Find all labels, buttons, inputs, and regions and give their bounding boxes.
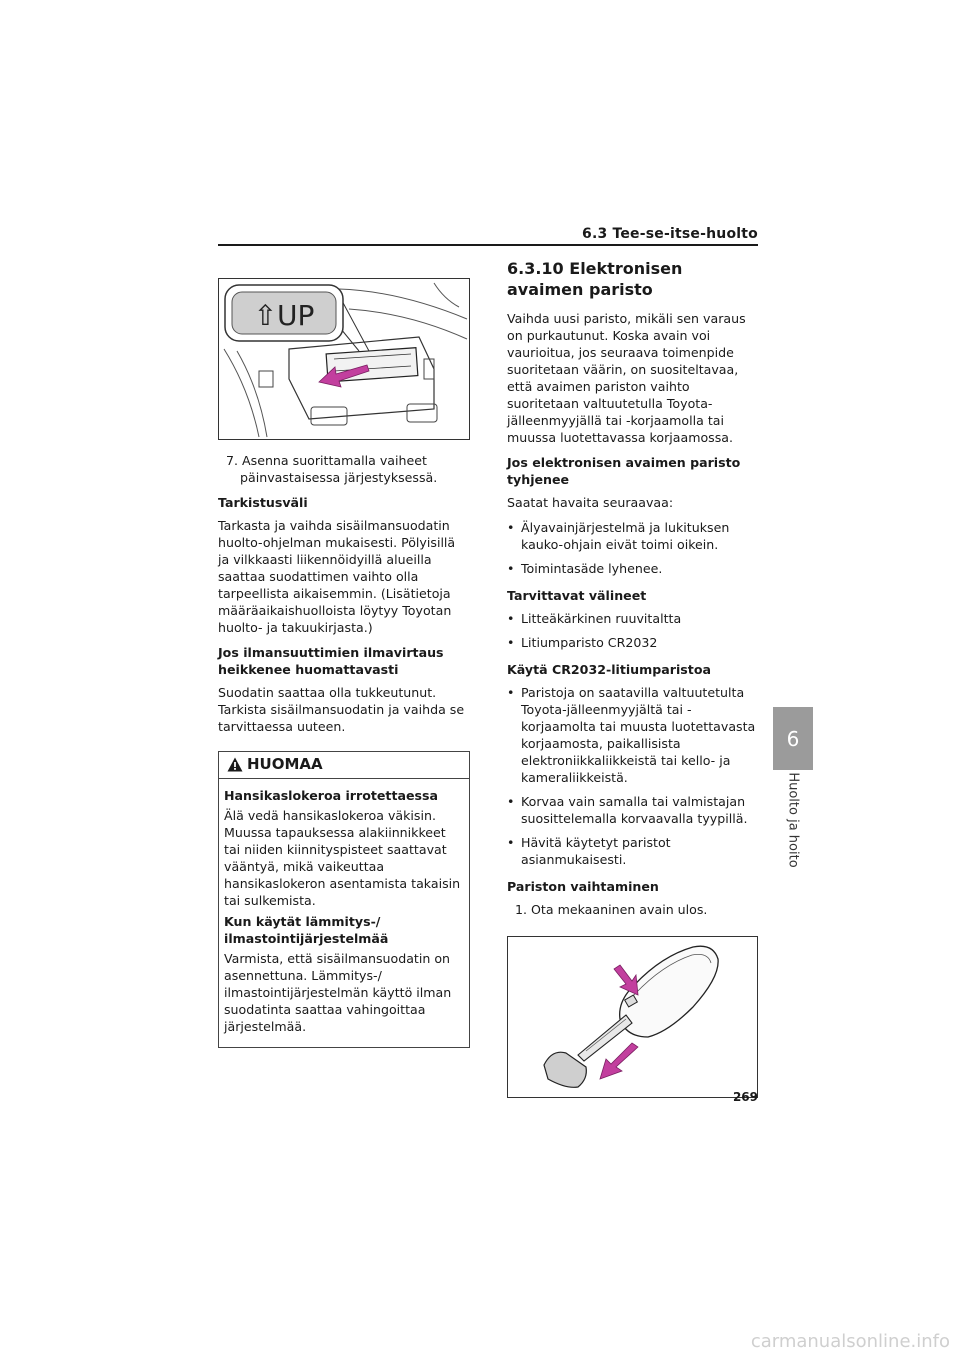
list-item: • Paristoja on saatavilla valtuutetulta Toyota-jälleenmyyjältä tai -korjaamolta tai muusta luotettavasta korjaamosta, paikallisista elektroniikkaliikkeistä tai kello- ja kameraliikkeistä. xyxy=(507,684,758,786)
notice-heading-2: Kun käytät lämmitys-/ ilmastointijärjestelmää xyxy=(224,914,389,946)
empty-battery-text: Saatat havaita seuraavaa: xyxy=(507,495,674,510)
watermark: carmanualsonline.info xyxy=(750,1331,950,1352)
up-label: ⇧UP xyxy=(253,299,315,332)
warning-icon xyxy=(227,757,243,772)
interval-text: Tarkasta ja vaihda sisäilmansuodatin huolto-ohjelman mukaisesti. Pölyisillä ja vilkkaasti liikennöidyillä alueilla saattaa suodattimen vaihto olla tarpeellista aikaisemmin. (Lisätietoja määräaikaishuolloista löytyy Toyotan huolto- ja takuukirjasta.) xyxy=(218,518,456,635)
list-item: • Korvaa vain samalla tai valmistajan suosittelemalla korvaavalla tyypillä. xyxy=(507,793,758,827)
list-item: • Toimintasäde lyhenee. xyxy=(507,560,758,577)
right-column xyxy=(507,258,758,1098)
header-rule xyxy=(218,244,758,246)
list-item: • Älyavainjärjestelmä ja lukituksen kauko-ohjain eivät toimi oikein. xyxy=(507,519,758,553)
empty-battery-heading: Jos elektronisen avaimen paristo tyhjenee xyxy=(507,455,741,487)
interval-heading: Tarkistusväli xyxy=(218,495,308,510)
airflow-heading: Jos ilmansuuttimien ilmavirtaus heikkenee huomattavasti xyxy=(218,645,444,677)
glovebox-illustration xyxy=(219,279,469,439)
left-column xyxy=(218,278,470,1048)
notice-heading-1: Hansikaslokeroa irrotettaessa xyxy=(224,788,439,803)
replace-heading: Pariston vaihtaminen xyxy=(507,879,659,894)
step-7: 7. Asenna suorittamalla vaiheet päinvastaisessa järjestyksessä. xyxy=(226,453,438,485)
list-item: • Litiumparisto CR2032 xyxy=(507,634,758,651)
chapter-tab: 6 xyxy=(773,707,813,770)
notice-body xyxy=(219,779,469,1047)
notice-title: HUOMAA xyxy=(247,755,323,773)
step-1: 1. Ota mekaaninen avain ulos. xyxy=(515,902,708,917)
battery-type-heading: Käytä CR2032-litiumparistoa xyxy=(507,662,711,677)
notice-box xyxy=(218,751,470,1048)
key-illustration xyxy=(508,937,757,1097)
notice-text-2: Varmista, että sisäilmansuodatin on asennettuna. Lämmitys-/ ilmastointijärjestelmän käyttö ilman suodatinta saattaa vahingoittaa järjestelmää. xyxy=(224,951,452,1034)
intro-text: Vaihda uusi paristo, mikäli sen varaus on purkautunut. Koska avain voi vaurioitua, jos seuraava toimenpide suoritetaan väärin, on suositeltavaa, että avaimen pariston vaihto suoritetaan valtuutetulla Toyota-jälleenmyyjällä tai -korjaamolla tai muussa luotettavassa korjaamossa. xyxy=(507,311,746,445)
airflow-text: Suodatin saattaa olla tukkeutunut. Tarkista sisäilmansuodatin ja vaihda se tarvittaessa uuteen. xyxy=(218,685,465,734)
notice-text-1: Älä vedä hansikaslokeroa väkisin. Muussa tapauksessa alakiinnikkeet tai niiden kiinnityspisteet saattavat vääntyä, mikä vaikeuttaa hansikaslokeron asentamista takaisin tai sulkemista. xyxy=(224,808,461,908)
section-title: 6.3.10 Elektronisen avaimen paristo xyxy=(507,259,683,299)
key-figure xyxy=(507,936,758,1098)
chapter-label: Huolto ja hoito xyxy=(785,772,801,868)
list-item: • Hävitä käytetyt paristot asianmukaisesti. xyxy=(507,834,758,868)
tools-heading: Tarvittavat välineet xyxy=(507,588,647,603)
glovebox-figure xyxy=(218,278,470,440)
list-item: • Litteäkärkinen ruuvitaltta xyxy=(507,610,758,627)
page-number: 269 xyxy=(732,1090,758,1104)
section-header: 6.3 Tee-se-itse-huolto xyxy=(582,226,758,242)
notice-header xyxy=(219,752,469,779)
